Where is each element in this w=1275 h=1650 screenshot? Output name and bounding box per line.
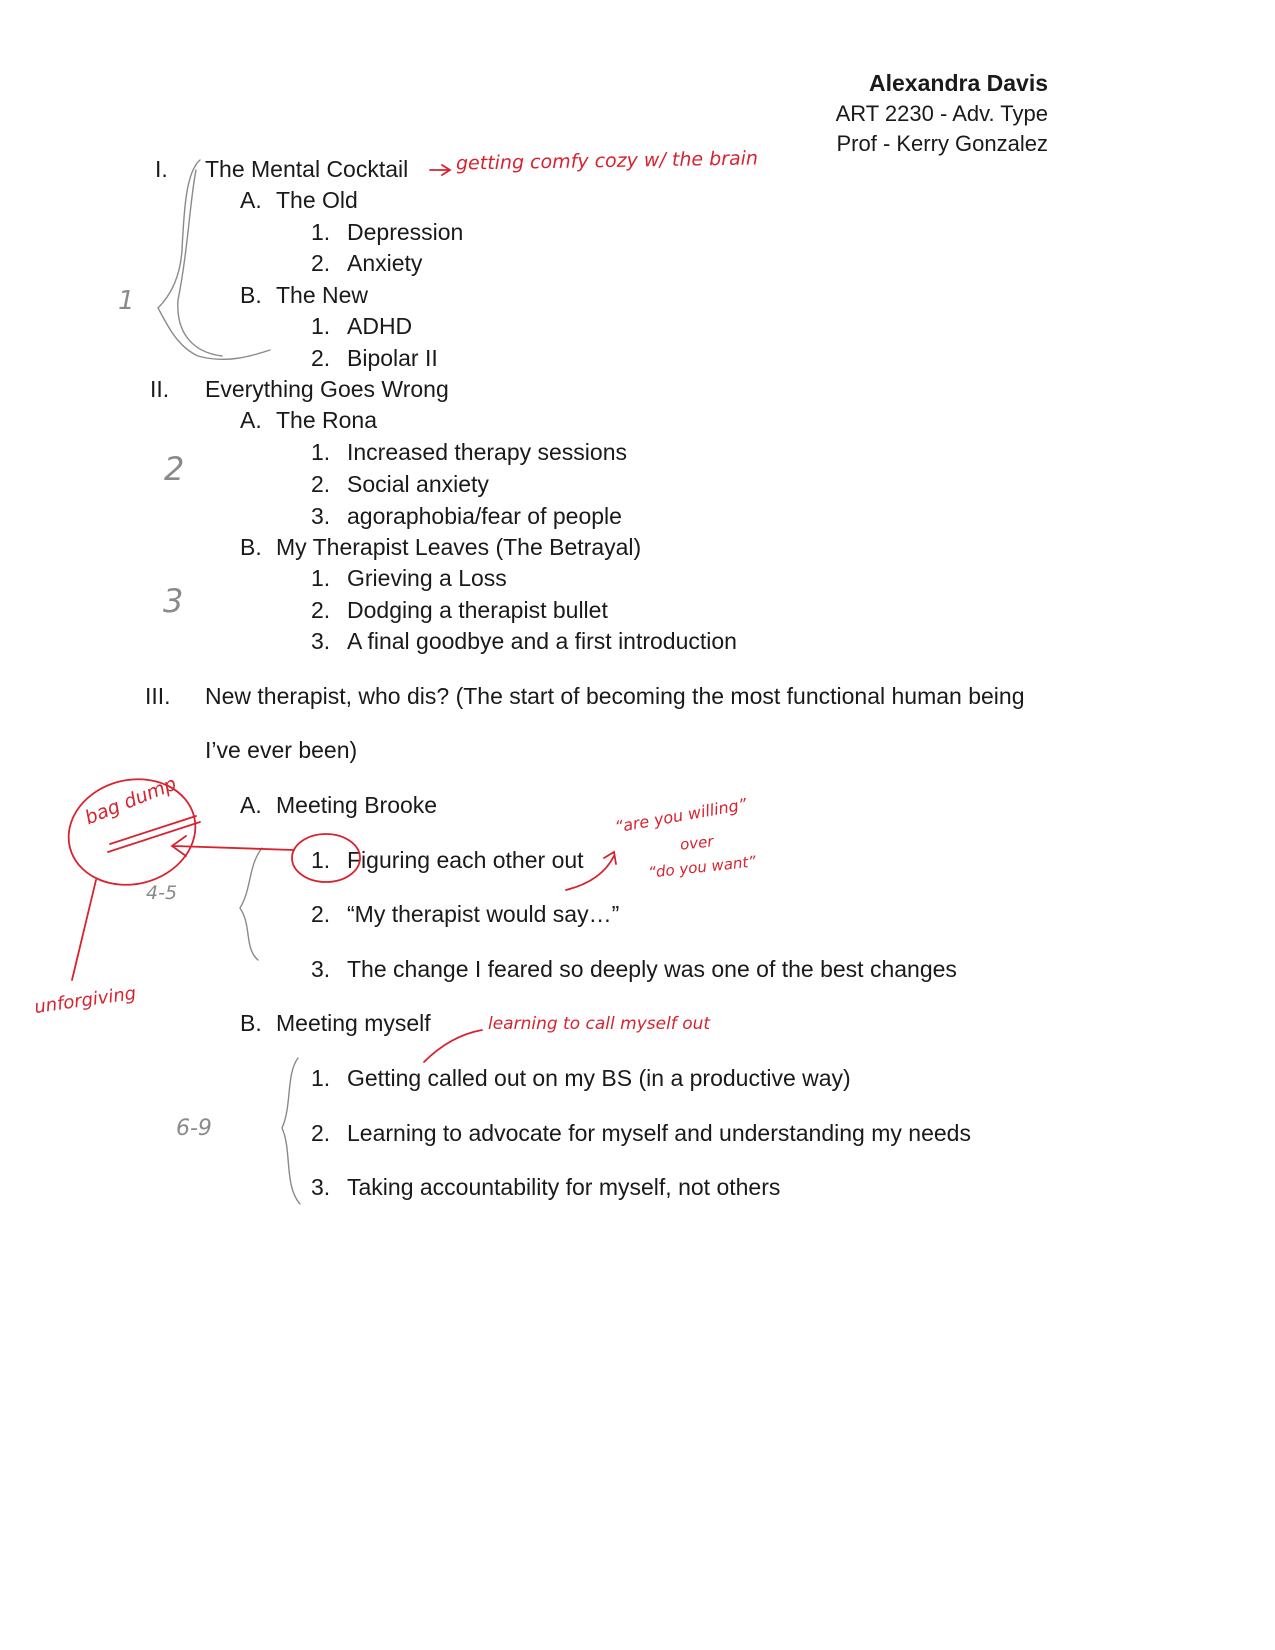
list-item: Learning to advocate for myself and understanding my needs [347,1120,971,1146]
list-item: Increased therapy sessions [347,439,627,465]
bag-dump-circle [57,766,206,898]
list-item-number: 1. [311,565,331,591]
list-item: Grieving a Loss [347,565,507,591]
list-item-number: 2. [311,345,331,371]
list-item-number: 3. [311,956,331,982]
list-item: agoraphobia/fear of people [347,503,622,529]
list-item: Dodging a therapist bullet [347,597,608,623]
list-item: The change I feared so deeply was one of the best changes [347,956,957,982]
list-item: ADHD [347,313,413,339]
list-item-number: 3. [311,503,331,529]
course-title: ART 2230 - Adv. Type [835,101,1048,126]
section-3-title-continued: I’ve ever been) [205,737,358,763]
section-3-numeral: III. [145,683,171,709]
list-item: Figuring each other out [347,847,584,873]
pencil-margin-range: 4-5 [146,882,178,904]
red-note-unforgiving: unforgiving [33,982,138,1019]
pencil-bracket-3a [240,848,262,960]
pencil-margin-number: 2 [164,450,185,488]
list-item-number: 2. [311,901,331,927]
list-item: Taking accountability for myself, not others [347,1174,781,1200]
list-item: Getting called out on my BS (in a productive way) [347,1065,851,1091]
section-3a-title: Meeting Brooke [276,792,438,818]
section-2-numeral: II. [150,376,170,402]
red-note-want: “do you want” [647,852,757,882]
pencil-bracket-section-1-inner [178,170,222,356]
list-item-number: 2. [311,471,331,497]
list-item-number: 3. [311,628,331,654]
author-name: Alexandra Davis [869,70,1048,96]
list-item: Depression [347,219,464,245]
line-to-unforgiving [72,880,96,980]
professor-name: Prof - Kerry Gonzalez [836,131,1048,156]
pencil-bracket-3b [282,1058,300,1204]
list-item: Social anxiety [347,471,489,497]
section-1b-title: The New [276,282,369,308]
list-item-number: 2. [311,250,331,276]
list-item-number: 2. [311,597,331,623]
pencil-margin-number: 3 [163,582,184,620]
list-item: A final goodbye and a first introduction [347,628,737,654]
section-2a-label: A. [240,407,262,433]
list-item: Bipolar II [347,345,438,371]
section-1a-label: A. [240,187,262,213]
arrow-note-s1 [430,165,450,175]
section-3a-label: A. [240,792,262,818]
section-1-numeral: I. [155,156,168,182]
red-note-mental-cocktail: getting comfy cozy w/ the brain [455,147,759,175]
list-item-number: 1. [311,439,331,465]
pencil-margin-range: 6-9 [176,1116,212,1141]
red-note-over: over [679,832,715,854]
list-item: “My therapist would say…” [347,901,620,927]
section-3b-label: B. [240,1010,262,1036]
section-3-title: New therapist, who dis? (The start of becoming the most functional human being [205,683,1025,709]
section-3b-title: Meeting myself [276,1010,431,1036]
list-item-number: 2. [311,1120,331,1146]
section-1b-label: B. [240,282,262,308]
list-item-number: 1. [311,313,331,339]
list-item-number: 1. [311,219,331,245]
section-2a-title: The Rona [276,407,378,433]
list-item-number: 3. [311,1174,331,1200]
list-item-number: 1. [311,847,331,873]
arrow-note-3b [424,1030,482,1062]
list-item: Anxiety [347,250,423,276]
pencil-margin-number: 1 [118,286,135,316]
section-2b-label: B. [240,534,262,560]
section-1-title: The Mental Cocktail [205,156,409,182]
section-1a-title: The Old [276,187,358,213]
section-2b-title: My Therapist Leaves (The Betrayal) [276,534,642,560]
arrow-to-bag-dump [172,836,294,856]
red-note-bag-dump: bag dump [81,772,180,830]
list-item-number: 1. [311,1065,331,1091]
section-2-title: Everything Goes Wrong [205,376,449,402]
red-note-willing: “are you willing” [613,794,749,837]
bag-dump-underline [108,816,200,852]
red-note-meeting-myself: learning to call myself out [488,1014,711,1034]
